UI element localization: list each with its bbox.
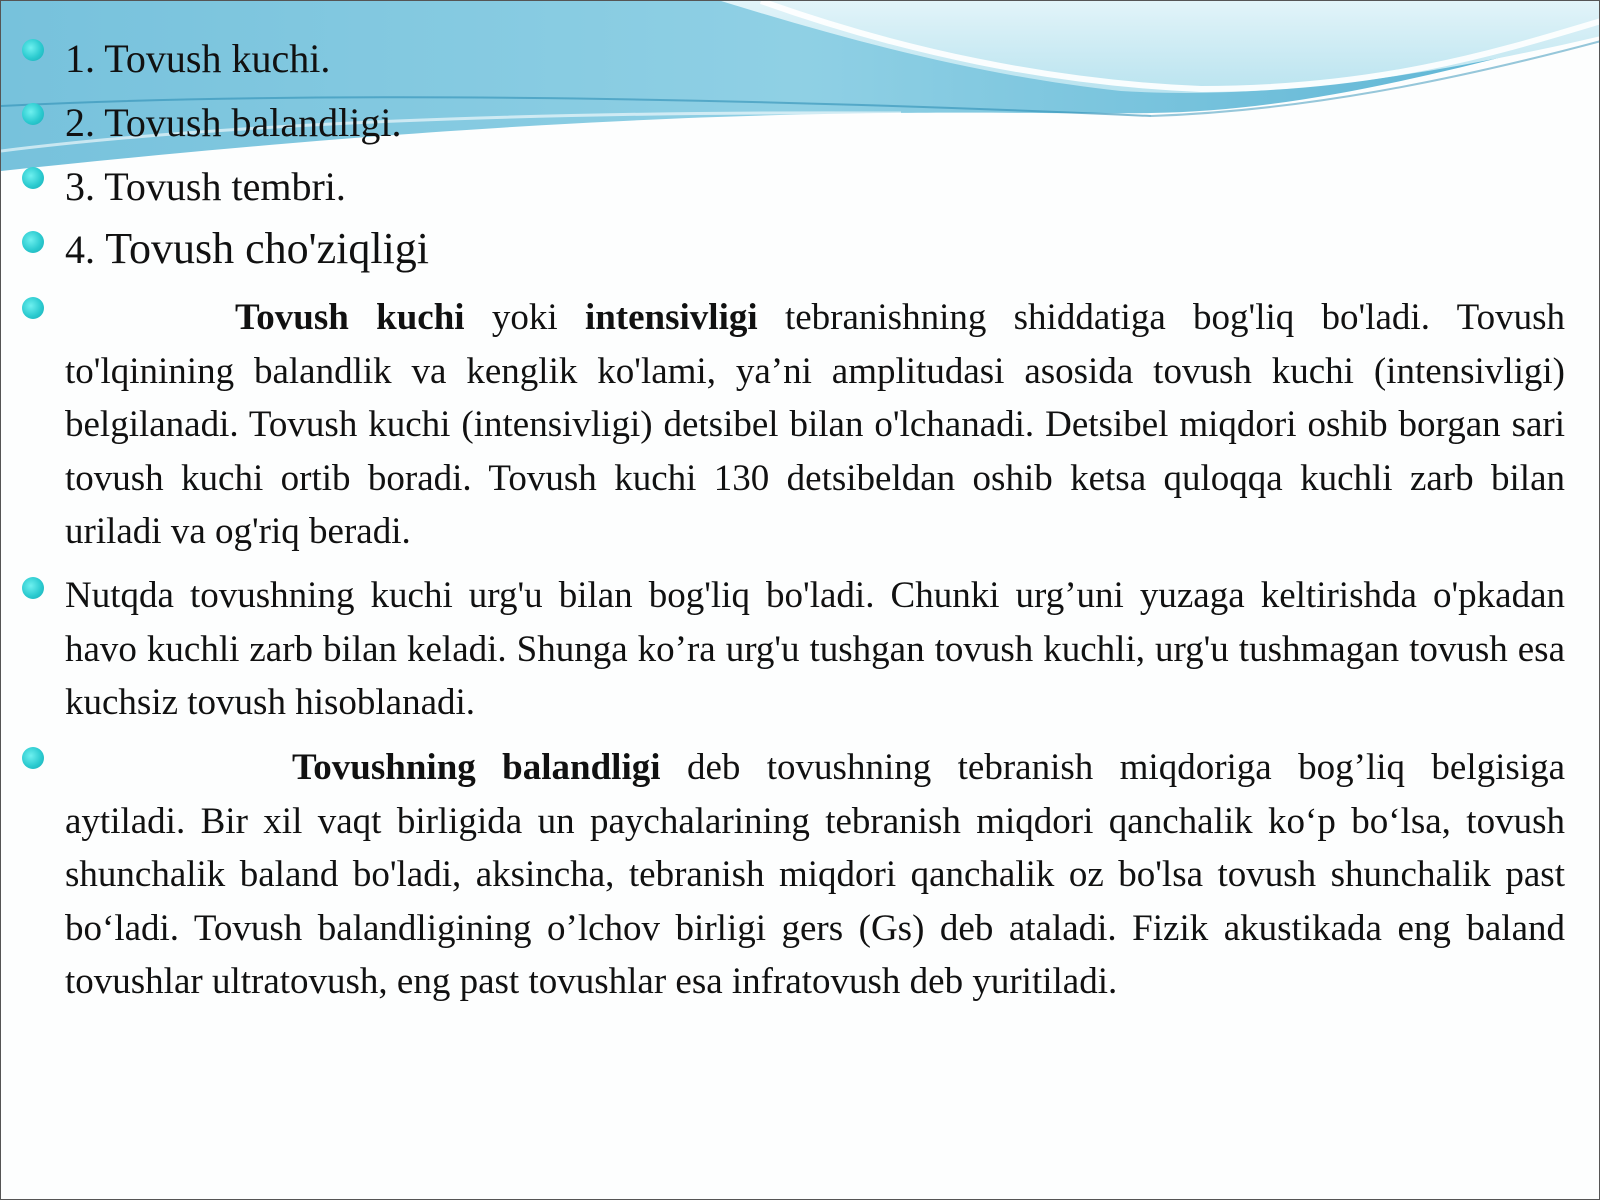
list-item-4-text: Tovush cho'ziqligi <box>105 224 430 273</box>
list-item-4-number: 4. <box>65 227 95 272</box>
bullet-icon <box>22 297 44 319</box>
paragraph-tovush-kuchi <box>65 291 1565 559</box>
list-item-1: 1. Tovush kuchi. <box>65 36 331 81</box>
bullet-icon <box>22 167 44 189</box>
paragraph-urgu: Nutqda tovushning kuchi urg'u bilan bog'liq bo'ladi. Chunki urg’uni yuzaga keltirishda o'pkadan havo kuchli zarb bilan keladi. Shunga ko’ra urg'u tushgan tovush kuchli, urg'u tushmagan tovush esa kuchsiz tovush hisoblanadi. <box>65 575 1565 723</box>
bullet-icon <box>22 747 44 769</box>
bullet-icon <box>22 39 44 61</box>
bullet-icon <box>22 231 44 253</box>
para1-connector: yoki <box>491 297 558 338</box>
bullet-icon <box>22 577 44 599</box>
term-intensivligi: intensivligi <box>584 297 758 338</box>
para1-body: tebranishning shiddatiga bog'liq bo'ladi. Tovush to'lqinining balandlik va kenglik ko'lami, ya’ni amplitudasi asosida tovush kuchi (intensivligi) belgilanadi. Tovush kuchi (intensivligi) detsibel bilan o'lchanadi. Detsibel miqdori oshib borgan sari tovush kuchi ortib boradi. Tovush kuchi 130 detsibeldan oshib ketsa quloqqa kuchli zarb bilan uriladi va og'riq beradi. <box>65 297 1565 552</box>
paragraph-tovush-balandligi <box>65 741 1565 1009</box>
list-item-4 <box>65 223 1565 276</box>
list-item-3: 3. Tovush tembri. <box>65 164 346 209</box>
bullet-icon <box>22 103 44 125</box>
term-tovush-kuchi: Tovush kuchi <box>235 297 465 338</box>
term-tovushning-balandligi: Tovushning balandligi <box>292 747 661 788</box>
list-item-2: 2. Tovush balandligi. <box>65 100 402 145</box>
para3-body: deb tovushning tebranish miqdoriga bog’liq belgisiga aytiladi. Bir xil vaqt birligida un paychalarining tebranish miqdori qanchalik ko‘p bo‘lsa, tovush shunchalik baland bo'ladi, aksincha, tebranish miqdori qanchalik oz bo'lsa tovush shunchalik past bo‘ladi. Tovush balandligining o’lchov birligi gers (Gs) deb ataladi. Fizik akustikada eng baland tovushlar ultratovush, eng past tovushlar esa infratovush deb yuritiladi. <box>65 747 1565 1002</box>
